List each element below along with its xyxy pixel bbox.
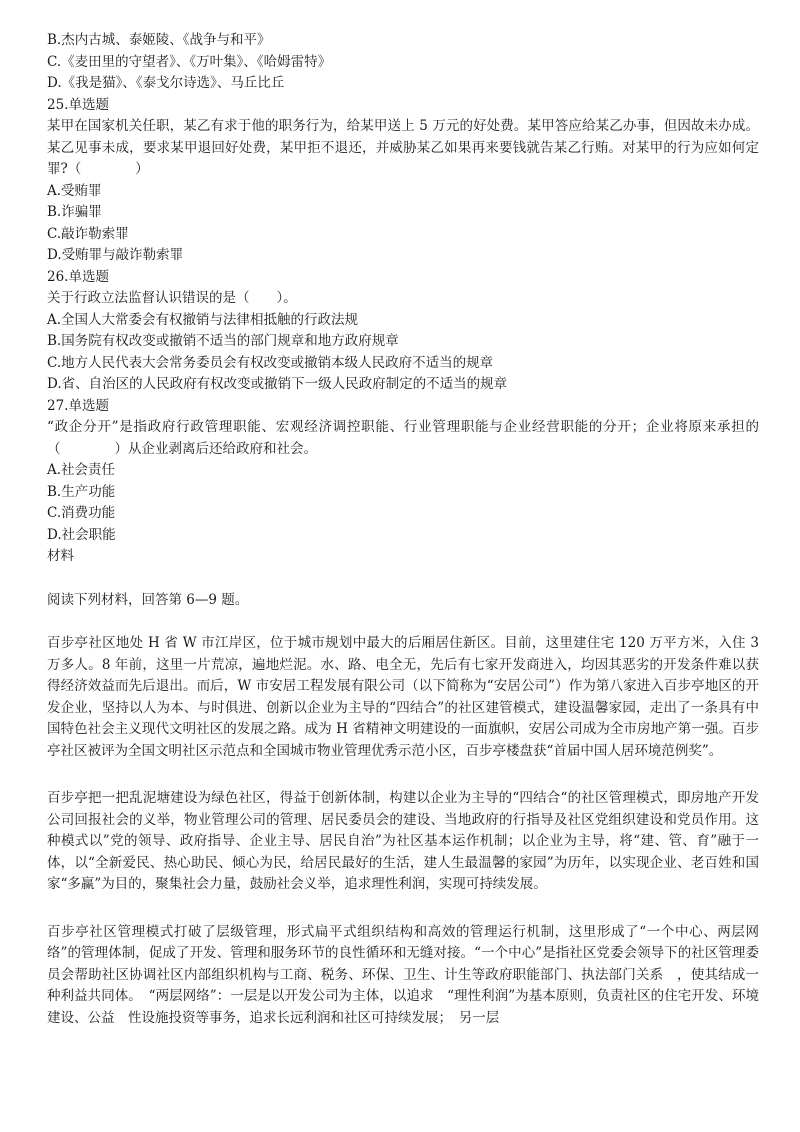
question-27-number: 27.单选题 <box>47 397 109 414</box>
question-26-number: 26.单选题 <box>47 268 109 285</box>
question-25-option-d[interactable]: D.受贿罪与敲诈勒索罪 <box>47 247 184 263</box>
question-26-option-a[interactable]: A.全国人大常委会有权撤销与法律相抵触的行政法规 <box>47 311 359 328</box>
question-27-option-b[interactable]: B.生产功能 <box>47 483 116 500</box>
question-27-option-d[interactable]: D.社会职能 <box>47 526 116 543</box>
question-25-option-b[interactable]: B.诈骗罪 <box>47 204 102 220</box>
spacer <box>47 568 759 590</box>
question-25-stem: 某甲在国家机关任职，某乙有求于他的职务行为，给某甲送上 5 万元的好处费。某甲答应给某乙办事，但因故未办成。某乙见事未成，要求某甲退回好处费，某甲拒不退还，并威胁某乙如果再来要钱就告某乙行贿。对某甲的行为应如何定罪?（ ） <box>47 118 759 177</box>
question-26-option-b[interactable]: B.国务院有权改变或撤销不适当的部门规章和地方政府规章 <box>47 333 399 349</box>
spacer <box>47 762 759 788</box>
option-d-prev[interactable]: D.《我是猫》、《泰戈尔诗选》、马丘比丘 <box>47 75 285 91</box>
question-27-option-c[interactable]: C.消费功能 <box>47 505 116 521</box>
question-26-option-d[interactable]: D.省、自治区的人民政府有权改变或撤销下一级人民政府制定的不适当的规章 <box>47 376 508 392</box>
option-b-prev[interactable]: B.杰内古城、泰姬陵、《战争与和平》 <box>47 32 271 48</box>
option-c-prev[interactable]: C.《麦田里的守望者》、《万叶集》、《哈姆雷特》 <box>47 53 332 70</box>
material-heading: 材料 <box>47 548 74 564</box>
spacer <box>47 896 759 922</box>
question-26-stem: 关于行政立法监督认识错误的是（ ）。 <box>47 290 297 306</box>
material-paragraph-3: 百步亭社区管理模式打破了层级管理，形式扁平式组织结构和高效的管理运行机制，这里形成了“一个中心、两层网络”的管理体制，促成了开发、管理和服务环节的良性循环和无缝对接。“一个中心”是指社区党委会领导下的社区管理委员会帮助社区协调社区内部组织机构与工商、税务、环保、卫生、计生等政府职能部门、执法部门关系 ，使其结成一种利益共同体。 “两层网络”：一层是以开发公司为主体，以追求 “理性利润”为基本原则，负责社区的住宅开发、环境建设、公益 性设施投资等事务，追求长远利润和社区可持续发展； 另一层 <box>47 923 759 1026</box>
question-25-number: 25.单选题 <box>47 96 109 113</box>
question-25-option-c[interactable]: C.敲诈勒索罪 <box>47 225 129 242</box>
material-instruction: 阅读下列材料，回答第 6—9 题。 <box>47 591 249 608</box>
question-27-stem: “政企分开”是指政府行政管理职能、宏观经济调控职能、行业管理职能与企业经营职能的分开；企业将原来承担的（ ）从企业剥离后还给政府和社会。 <box>47 419 759 457</box>
question-26-option-c[interactable]: C.地方人民代表大会常务委员会有权改变或撤销本级人民政府不适当的规章 <box>47 354 494 371</box>
material-paragraph-2: 百步亭把一把乱泥塘建设为绿色社区，得益于创新体制，构建以企业为主导的“四结合“的社区管理模式，即房地产开发公司回报社会的义举，物业管理公司的管理、居民委员会的建设、当地政府的行指导及社区党组织建设和党员作用。这种模式以”党的领导、政府指导、企业主导、居民自治”为社区基本运作机制；以企业为主导，将“建、管、育”融于一体，以“全新爱民、热心助民、倾心为民，给居民最好的生活，建人生最温馨的家园”为历年，以实现企业、老百姓和国家“多赢”为目的，聚集社会力量，鼓励社会义举，追求理性利润，实现可持续发展。 <box>47 790 759 892</box>
document-page <box>47 30 759 1029</box>
spacer <box>47 611 759 633</box>
question-25-option-a[interactable]: A.受贿罪 <box>47 182 102 199</box>
question-27-option-a[interactable]: A.社会责任 <box>47 462 116 478</box>
material-paragraph-1: 百步亭社区地处 H 省 W 市江岸区，位于城市规划中最大的后厢居住新区。目前，这里建住宅 120 万平方米，入住 3 万多人。8 年前，这里一片荒凉，遍地烂泥。水、路、电全无，先后有七家开发商进入，均因其恶劣的开发条件难以获得经济效益而先后退出。而后，W 市安居工程发展有限公司（以下简称为“安居公司”）作为第八家进入百步亭地区的开发企业，坚持以人为本、与时俱进、创新以企业为主导的“四结合”的社区建管模式，建设温馨家园，走出了一条具有中国特色社会主义现代文明社区的发展之路。成为 H 省精神文明建设的一面旗帜，安居公司成为全市房地产第一强。百步亭社区被评为全国文明社区示范点和全国城市物业管理优秀示范小区，百步亭楼盘获“首届中国人居环境范例奖”。 <box>47 635 759 759</box>
